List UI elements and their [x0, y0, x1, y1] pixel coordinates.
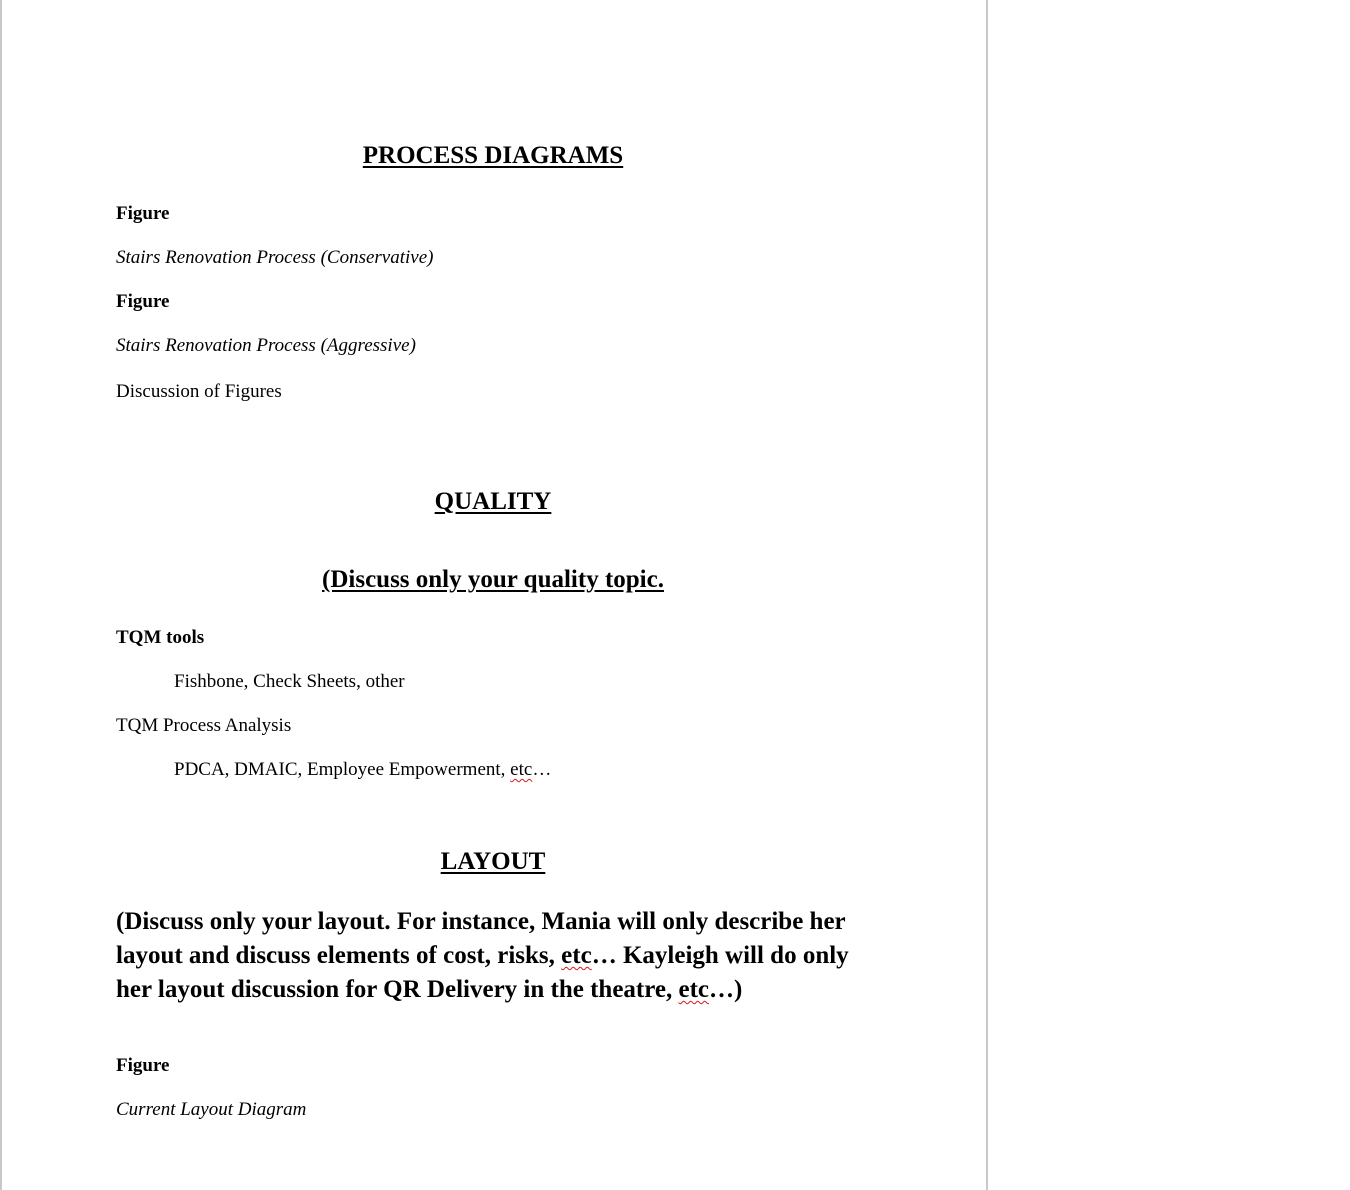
page-left-edge — [0, 0, 2, 1190]
layout-instructions-paragraph — [116, 905, 876, 1007]
figure-label: Figure — [116, 1055, 170, 1076]
layout-paragraph-text: … Kayleigh will do only her layout discussion for QR Delivery in the theatre, — [116, 942, 849, 1003]
figure-caption: Stairs Renovation Process (Aggressive) — [116, 335, 416, 356]
process-diagrams-heading: PROCESS DIAGRAMS — [362, 142, 624, 169]
figure-caption: Stairs Renovation Process (Conservative) — [116, 247, 434, 268]
spelling-error-etc[interactable]: etc — [561, 942, 592, 969]
spelling-error-etc[interactable]: etc — [510, 759, 533, 780]
discussion-of-figures: Discussion of Figures — [116, 381, 282, 402]
quality-subheading: (Discuss only your quality topic. — [322, 566, 664, 593]
quality-heading: QUALITY — [434, 488, 552, 515]
spelling-error-etc[interactable]: etc — [678, 976, 710, 1003]
analysis-list-ellipsis: … — [532, 759, 552, 780]
tqm-process-analysis-label: TQM Process Analysis — [116, 715, 292, 736]
layout-paragraph-text: …) — [709, 976, 743, 1003]
layout-paragraph-text: (Discuss only your layout. For instance, Mania will only describe her layout and discuss elements of cost, risks, — [116, 908, 846, 969]
figure-label: Figure — [116, 291, 170, 312]
analysis-list-text: PDCA, DMAIC, Employee Empowerment, — [174, 759, 511, 780]
layout-heading: LAYOUT — [440, 848, 546, 875]
figure-label: Figure — [116, 203, 170, 224]
tqm-tools-list: Fishbone, Check Sheets, other — [174, 671, 405, 692]
tqm-tools-label: TQM tools — [116, 627, 205, 648]
tqm-process-analysis-list — [174, 759, 551, 781]
page-right-edge — [986, 0, 988, 1190]
figure-caption: Current Layout Diagram — [116, 1099, 307, 1120]
